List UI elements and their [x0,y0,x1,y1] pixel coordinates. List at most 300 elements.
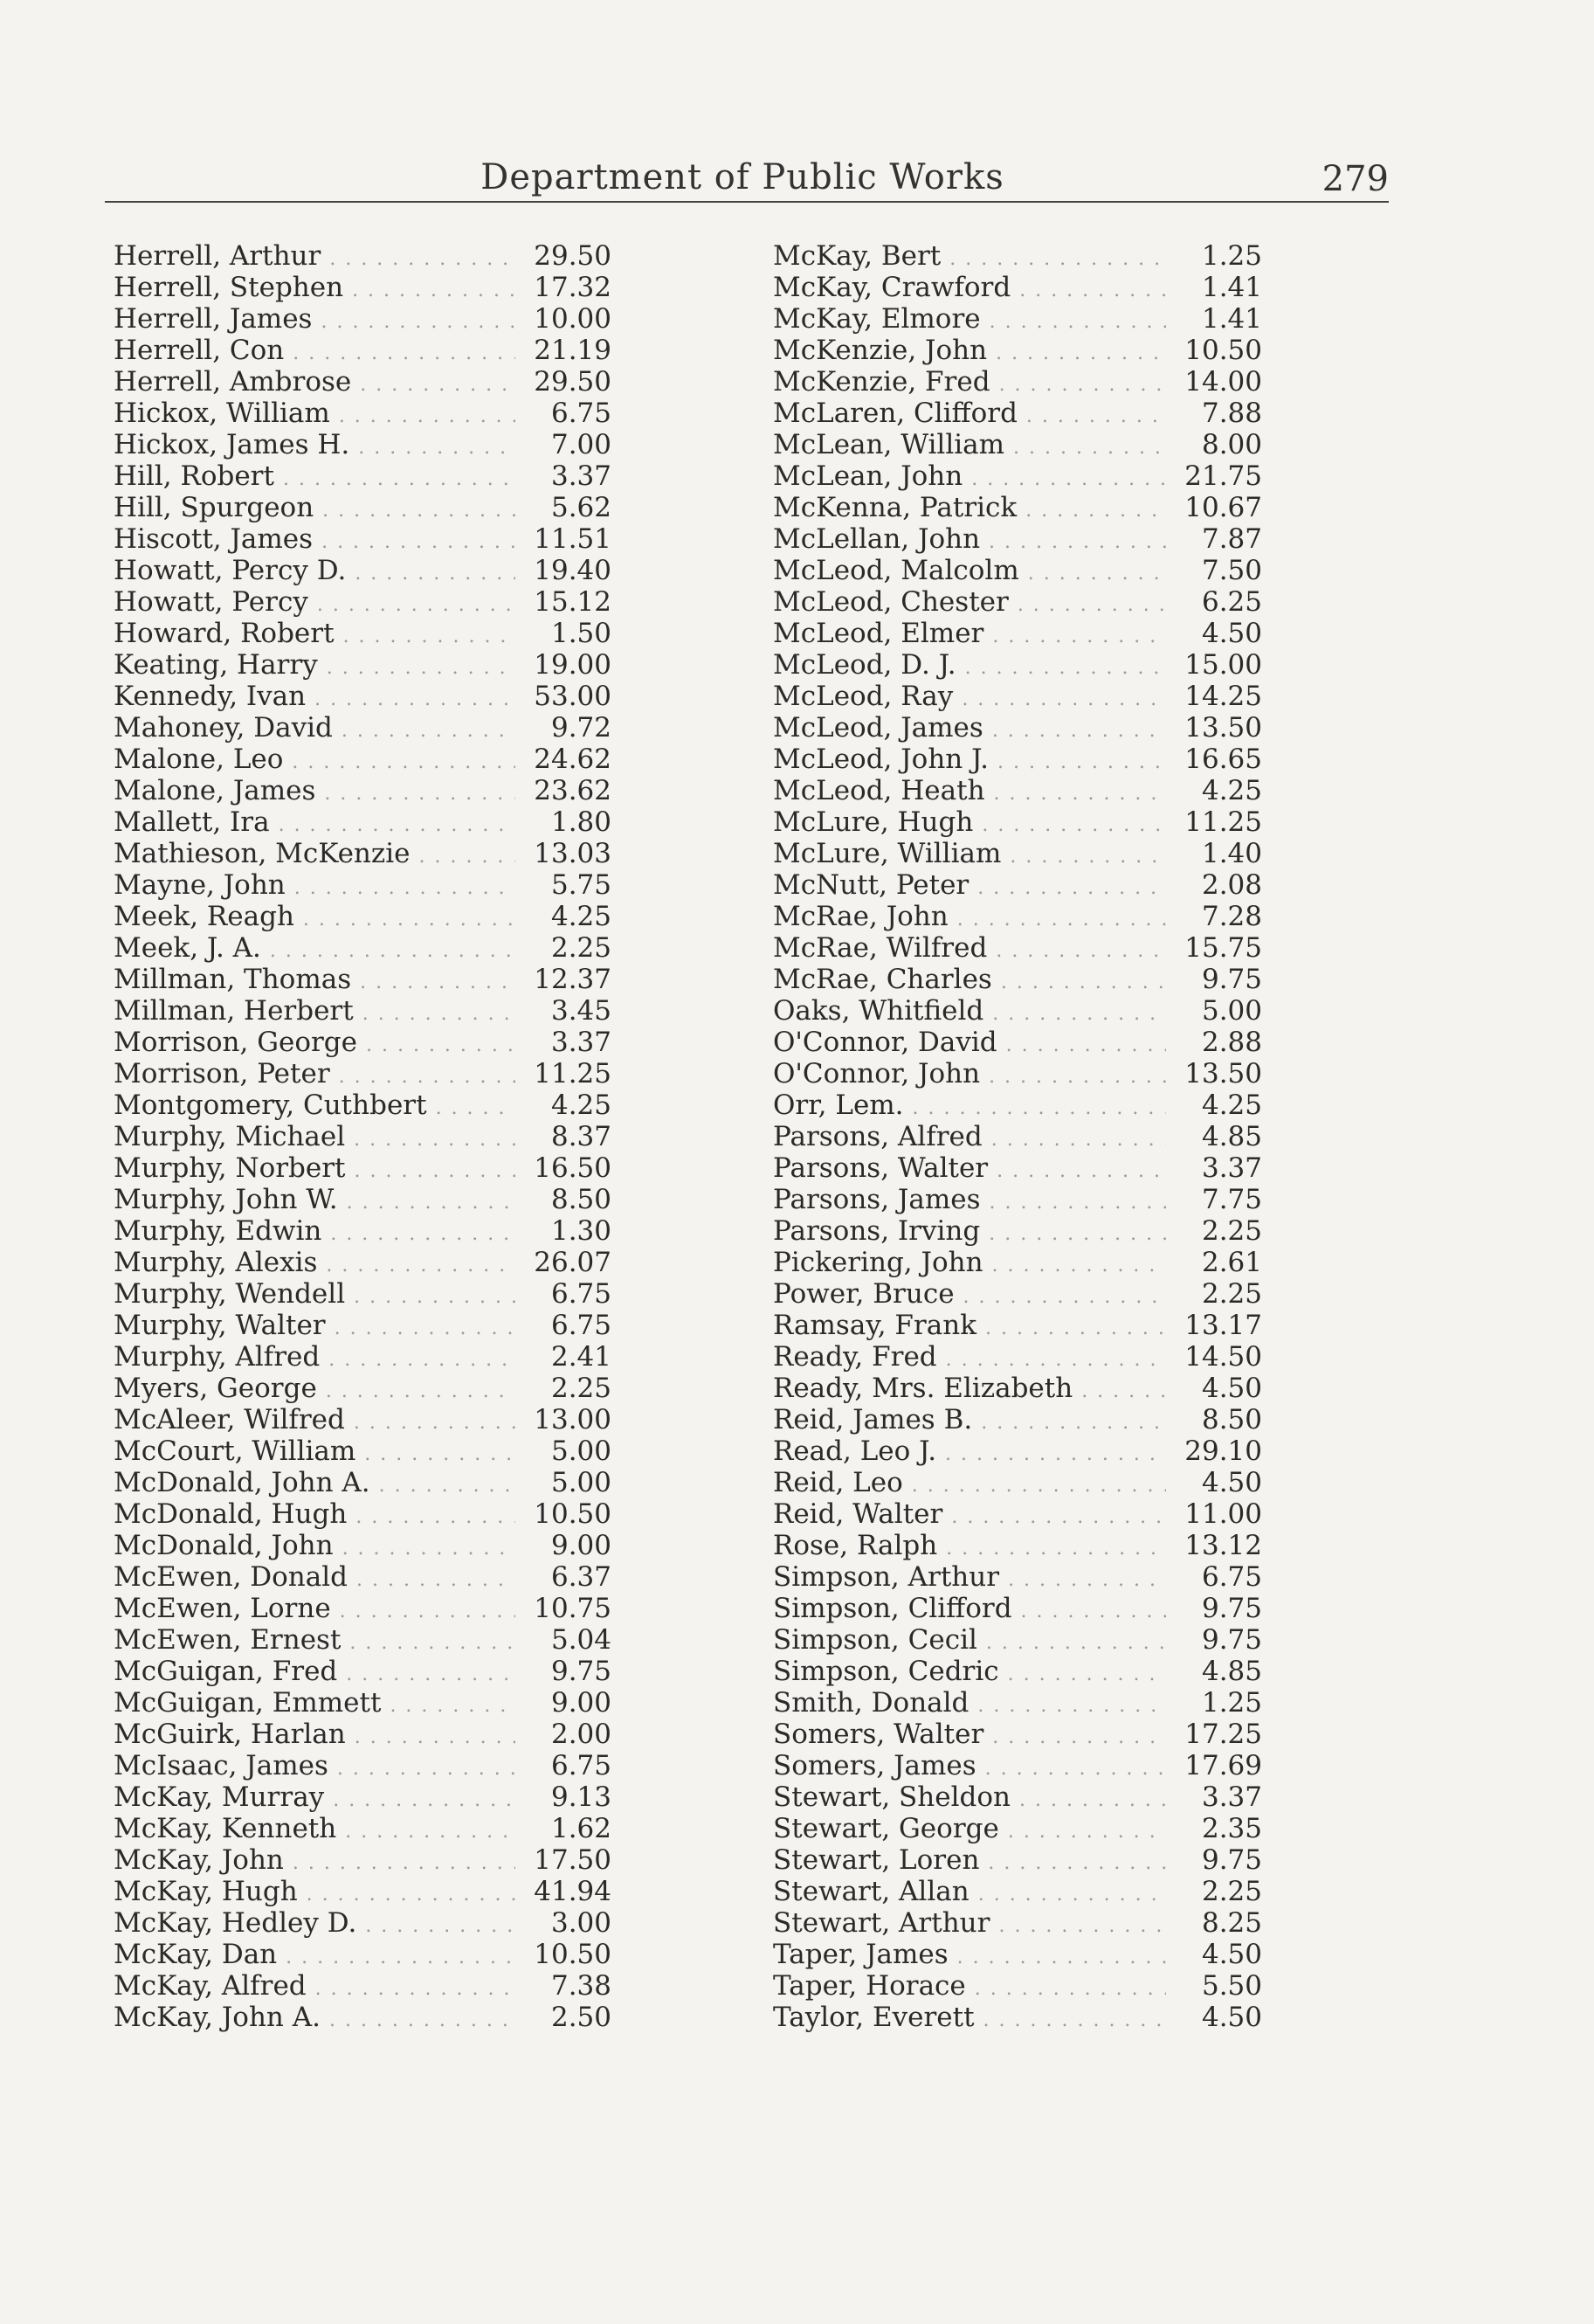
leader-dots [326,1313,515,1345]
list-item [773,1310,1262,1341]
list-item [773,1373,1262,1404]
leader-dots [314,495,515,527]
payee-name: McLeod, D. J. [773,649,956,681]
list-item [114,901,611,932]
payee-name: Montgomery, Cuthbert [114,1089,427,1121]
list-item [773,712,1262,744]
list-item [773,806,1262,838]
payment-amount: 1.50 [550,618,611,649]
leader-dots [988,1156,1166,1187]
list-item [114,1247,611,1278]
list-item [114,1278,611,1310]
payee-name: Kennedy, Ivan [114,681,307,712]
payment-amount: 7.50 [1201,555,1262,586]
payment-amount: 21.19 [534,335,611,366]
payee-name: Simpson, Cedric [773,1656,999,1687]
list-item [773,618,1262,649]
leader-dots [312,307,515,338]
list-item [773,1656,1262,1687]
list-item [773,1907,1262,1939]
leader-dots [321,244,515,275]
payee-name: McLeod, Heath [773,775,985,806]
leader-dots [354,999,515,1030]
list-item [773,838,1262,869]
payee-name: McLeod, Malcolm [773,555,1019,586]
payment-amount: 4.25 [550,901,611,932]
payee-name: Herrell, Stephen [114,272,344,303]
payment-amount: 2.00 [550,1719,611,1750]
leader-dots [274,464,515,495]
leader-dots [972,1408,1166,1439]
payment-amount: 21.75 [1184,460,1262,492]
payment-amount: 1.80 [550,806,611,838]
payment-amount: 11.25 [534,1058,611,1089]
payee-name: Power, Bruce [773,1278,955,1310]
payee-name: Hickox, James H. [114,429,350,460]
payee-name: McDonald, John [114,1530,334,1561]
payment-amount: 2.25 [550,1373,611,1404]
payee-name: Murphy, Alexis [114,1247,318,1278]
payment-amount: 6.75 [1201,1561,1262,1593]
payee-name: Keating, Harry [114,649,318,681]
payee-name: Murphy, Walter [114,1310,326,1341]
leader-dots [956,653,1166,684]
payment-amount: 2.08 [1201,869,1262,901]
list-item [114,932,611,964]
list-item [114,1027,611,1058]
payment-amount: 19.00 [534,649,611,681]
leader-dots [976,1753,1166,1785]
list-item [114,712,611,744]
list-item [773,1435,1262,1467]
list-item [114,995,611,1027]
list-item [773,1184,1262,1215]
payment-amount: 10.67 [1184,492,1262,523]
list-item [114,555,611,586]
payee-name: Stewart, Allan [773,1876,970,1907]
leader-dots [294,904,515,936]
payment-amount: 7.88 [1201,398,1262,429]
payee-name: Taper, James [773,1939,949,1970]
leader-dots [953,684,1166,716]
payee-name: McGuigan, Fred [114,1656,338,1687]
leader-dots [980,1187,1166,1219]
payment-amount: 5.75 [550,869,611,901]
list-item [114,1058,611,1089]
leader-dots [975,2005,1166,2037]
payee-name: Smith, Donald [773,1687,970,1719]
payee-name: McIsaac, James [114,1750,328,1781]
leader-dots [949,904,1166,936]
leader-dots [1011,275,1166,307]
list-item [773,429,1262,460]
payment-amount: 11.25 [1184,806,1262,838]
payee-name: Murphy, Norbert [114,1152,346,1184]
payee-name: Stewart, Sheldon [773,1781,1011,1813]
list-item [773,1750,1262,1781]
leader-dots [348,1565,515,1596]
list-item [773,1687,1262,1719]
leader-dots [983,1250,1166,1282]
list-item [114,964,611,995]
payee-name: McDonald, John A. [114,1467,370,1498]
payment-amount: 4.25 [1201,1089,1262,1121]
list-item [773,366,1262,398]
payee-name: McEwen, Donald [114,1561,348,1593]
payee-name: Reid, James B. [773,1404,973,1435]
payee-name: McLeod, John J. [773,744,990,775]
payee-name: McLeod, James [773,712,983,744]
payee-name: McGuirk, Harlan [114,1719,346,1750]
payee-name: Stewart, George [773,1813,999,1844]
leader-dots [999,1659,1166,1691]
list-item [114,586,611,618]
leader-dots [999,1565,1166,1596]
list-item [114,523,611,555]
payment-amount: 9.75 [550,1656,611,1687]
leader-dots [980,1062,1166,1093]
payee-name: Parsons, Alfred [773,1121,983,1152]
list-item [773,523,1262,555]
payment-amount: 17.25 [1184,1719,1262,1750]
payment-amount: 5.50 [1201,1970,1262,2002]
payee-name: Mallett, Ira [114,806,270,838]
header-rule [105,201,1389,203]
payee-name: Morrison, Peter [114,1058,330,1089]
payment-amount: 1.41 [1201,272,1262,303]
leader-dots [963,464,1166,495]
list-item [773,1530,1262,1561]
list-item [773,1876,1262,1907]
payment-amount: 2.50 [550,2002,611,2033]
payee-name: Oaks, Whitfield [773,995,984,1027]
list-item [773,1467,1262,1498]
payment-amount: 4.25 [550,1089,611,1121]
leader-dots [904,1093,1166,1124]
list-item [114,1152,611,1184]
payee-name: McKay, Hugh [114,1876,298,1907]
list-item [114,1970,611,2002]
payee-name: Herrell, Arthur [114,240,321,272]
payee-name: Parsons, Walter [773,1152,989,1184]
leader-dots [307,1974,515,2005]
leader-dots [976,1313,1166,1345]
payment-amount: 9.75 [1201,1624,1262,1656]
payee-name: Howard, Robert [114,618,335,649]
leader-dots [284,338,515,370]
payment-amount: 15.12 [534,586,611,618]
list-item [773,901,1262,932]
payee-name: McKay, Kenneth [114,1813,337,1844]
payee-name: McLeod, Elmer [773,618,984,649]
list-item [773,1719,1262,1750]
payee-name: McKay, Hedley D. [114,1907,357,1939]
payment-amount: 17.32 [534,272,611,303]
payee-name: O'Connor, David [773,1027,997,1058]
list-item [114,1435,611,1467]
list-item [114,240,611,272]
list-item [114,1498,611,1530]
leader-dots [1004,432,1166,464]
list-item [773,2002,1262,2033]
payment-amount: 4.50 [1201,1467,1262,1498]
payment-amount: 10.50 [534,1498,611,1530]
list-item [773,775,1262,806]
leader-dots [321,2005,515,2037]
payment-amount: 3.37 [1201,1781,1262,1813]
leader-dots [937,1345,1166,1376]
payee-name: Parsons, Irving [773,1215,981,1247]
list-item [114,429,611,460]
payee-name: Hill, Spurgeon [114,492,314,523]
leader-dots [987,338,1166,370]
payment-amount: 6.75 [550,1750,611,1781]
leader-dots [346,1722,515,1753]
payee-name: McLean, William [773,429,1005,460]
leader-dots [328,1753,515,1785]
list-item [114,1813,611,1844]
list-item [773,1278,1262,1310]
leader-dots [357,1030,515,1062]
list-item [773,1970,1262,2002]
payment-amount: 2.35 [1201,1813,1262,1844]
payment-amount: 6.75 [550,1278,611,1310]
leader-dots [346,1156,515,1187]
leader-dots [941,244,1166,275]
payee-name: Herrell, Con [114,335,285,366]
leader-dots [315,778,515,810]
leader-dots [334,1533,515,1565]
list-item [773,1089,1262,1121]
list-item [114,1561,611,1593]
payee-name: Hickox, William [114,398,330,429]
leader-dots [318,653,515,684]
payment-amount: 9.00 [550,1530,611,1561]
list-item [773,995,1262,1027]
list-item [773,1844,1262,1876]
leader-dots [331,1596,515,1628]
payment-amount: 10.50 [1184,335,1262,366]
payment-amount: 8.25 [1201,1907,1262,1939]
list-item [114,838,611,869]
leader-dots [992,967,1166,999]
payee-name: Mahoney, David [114,712,333,744]
payment-amount: 9.00 [550,1687,611,1719]
leader-dots [317,1376,515,1408]
list-item [114,649,611,681]
payment-amount: 13.50 [1184,712,1262,744]
leader-dots [346,558,515,590]
list-item [114,1687,611,1719]
payment-amount: 17.69 [1184,1750,1262,1781]
leader-dots [1001,841,1166,873]
payment-amount: 2.88 [1201,1027,1262,1058]
leader-dots [955,1282,1166,1313]
leader-dots [370,1470,515,1502]
leader-dots [349,432,515,464]
list-item [114,335,611,366]
leader-dots [321,1219,515,1250]
payment-amount: 8.00 [1201,429,1262,460]
list-item [773,335,1262,366]
leader-dots [990,1911,1166,1942]
list-item [114,744,611,775]
payment-amount: 16.50 [534,1152,611,1184]
payment-amount: 13.00 [534,1404,611,1435]
list-item [114,869,611,901]
payee-name: McEwen, Lorne [114,1593,331,1624]
leader-dots [261,936,515,967]
payee-name: Meek, J. A. [114,932,261,964]
leader-dots [347,1502,515,1533]
list-item [773,272,1262,303]
payee-name: Murphy, Alfred [114,1341,321,1373]
list-item [114,1089,611,1121]
list-item [773,1027,1262,1058]
payment-amount: 3.37 [550,1027,611,1058]
payee-name: Somers, James [773,1750,976,1781]
list-item [114,492,611,523]
list-item [773,1215,1262,1247]
leader-dots [970,1879,1166,1911]
payee-name: McLellan, John [773,523,981,555]
list-item [114,1310,611,1341]
leader-dots [1019,558,1166,590]
payee-name: McKay, Alfred [114,1970,307,2002]
payment-amount: 16.65 [1184,744,1262,775]
leader-dots [330,401,515,432]
leader-dots [351,370,515,401]
list-item [114,366,611,398]
payee-name: Mathieson, McKenzie [114,838,411,869]
payee-name: O'Connor, John [773,1058,981,1089]
list-item [114,460,611,492]
list-item [114,2002,611,2033]
payee-name: McNutt, Peter [773,869,970,901]
payee-name: McLure, Hugh [773,806,974,838]
leader-dots [997,1030,1166,1062]
payee-name: Howatt, Percy D. [114,555,347,586]
leader-dots [317,1250,515,1282]
right-column [773,240,1262,2033]
list-item [114,398,611,429]
payee-name: Herrell, Ambrose [114,366,352,398]
payment-amount: 29.50 [534,240,611,272]
payment-amount: 4.50 [1201,618,1262,649]
page-header [105,157,1389,203]
list-item [773,1624,1262,1656]
list-item [773,555,1262,586]
leader-dots [313,527,515,558]
payee-name: Meek, Reagh [114,901,294,932]
payment-amount: 1.30 [550,1215,611,1247]
payment-amount: 4.50 [1201,1939,1262,1970]
leader-dots [345,1282,515,1313]
payee-name: McKay, Bert [773,240,942,272]
payment-amount: 2.25 [1201,1215,1262,1247]
leader-dots [308,590,515,621]
leader-dots [427,1093,515,1124]
payee-name: Reid, Leo [773,1467,903,1498]
payee-name: McRae, John [773,901,949,932]
left-column [114,240,611,2033]
list-item [114,618,611,649]
payee-name: Murphy, John W. [114,1184,338,1215]
payee-name: Herrell, James [114,303,313,335]
leader-dots [983,716,1166,747]
payee-name: Hill, Robert [114,460,274,492]
payee-name: Orr, Lem. [773,1089,904,1121]
list-item [114,1530,611,1561]
leader-dots [985,778,1166,810]
list-item [773,240,1262,272]
payee-name: McRae, Charles [773,964,992,995]
payee-name: Myers, George [114,1373,317,1404]
payee-name: Reid, Walter [773,1498,943,1530]
payment-amount: 17.50 [534,1844,611,1876]
list-item [773,1498,1262,1530]
payee-name: Millman, Thomas [114,964,352,995]
payment-amount: 5.62 [550,492,611,523]
payee-name: Somers, Walter [773,1719,984,1750]
payment-amount: 4.85 [1201,1656,1262,1687]
payee-name: McLure, William [773,838,1002,869]
payment-amount: 3.37 [1201,1152,1262,1184]
payment-amount: 11.00 [1184,1498,1262,1530]
list-item [114,775,611,806]
payment-amount: 4.85 [1201,1121,1262,1152]
leader-dots [942,1502,1166,1533]
leader-dots [979,1848,1166,1879]
leader-dots [341,1628,515,1659]
leader-dots [345,1124,515,1156]
payment-amount: 4.50 [1201,2002,1262,2033]
leader-dots [983,1722,1166,1753]
leader-dots [345,1408,515,1439]
payee-name: Mayne, John [114,869,286,901]
leader-dots [969,1691,1166,1722]
payee-name: Morrison, George [114,1027,357,1058]
payment-amount: 15.00 [1184,649,1262,681]
leader-dots [983,999,1166,1030]
payment-amount: 9.13 [550,1781,611,1813]
payment-amount: 9.72 [550,712,611,744]
payment-amount: 24.62 [534,744,611,775]
leader-dots [1018,401,1166,432]
leader-dots [903,1470,1166,1502]
payment-amount: 6.25 [1201,586,1262,618]
payment-amount: 7.87 [1201,523,1262,555]
payment-amount: 9.75 [1201,964,1262,995]
leader-dots [335,621,515,653]
payment-amount: 8.50 [550,1184,611,1215]
list-item [114,1184,611,1215]
list-item [114,1215,611,1247]
payee-name: Murphy, Wendell [114,1278,346,1310]
list-item [773,964,1262,995]
payee-name: McGuigan, Emmett [114,1687,382,1719]
payee-name: Millman, Herbert [114,995,354,1027]
payment-amount: 7.75 [1201,1184,1262,1215]
leader-dots [999,1816,1166,1848]
payment-amount: 41.94 [534,1876,611,1907]
list-item [773,1058,1262,1089]
payee-name: McCourt, William [114,1435,356,1467]
payee-name: McKay, John [114,1844,284,1876]
list-item [773,1121,1262,1152]
list-item [114,1750,611,1781]
list-item [114,1624,611,1656]
